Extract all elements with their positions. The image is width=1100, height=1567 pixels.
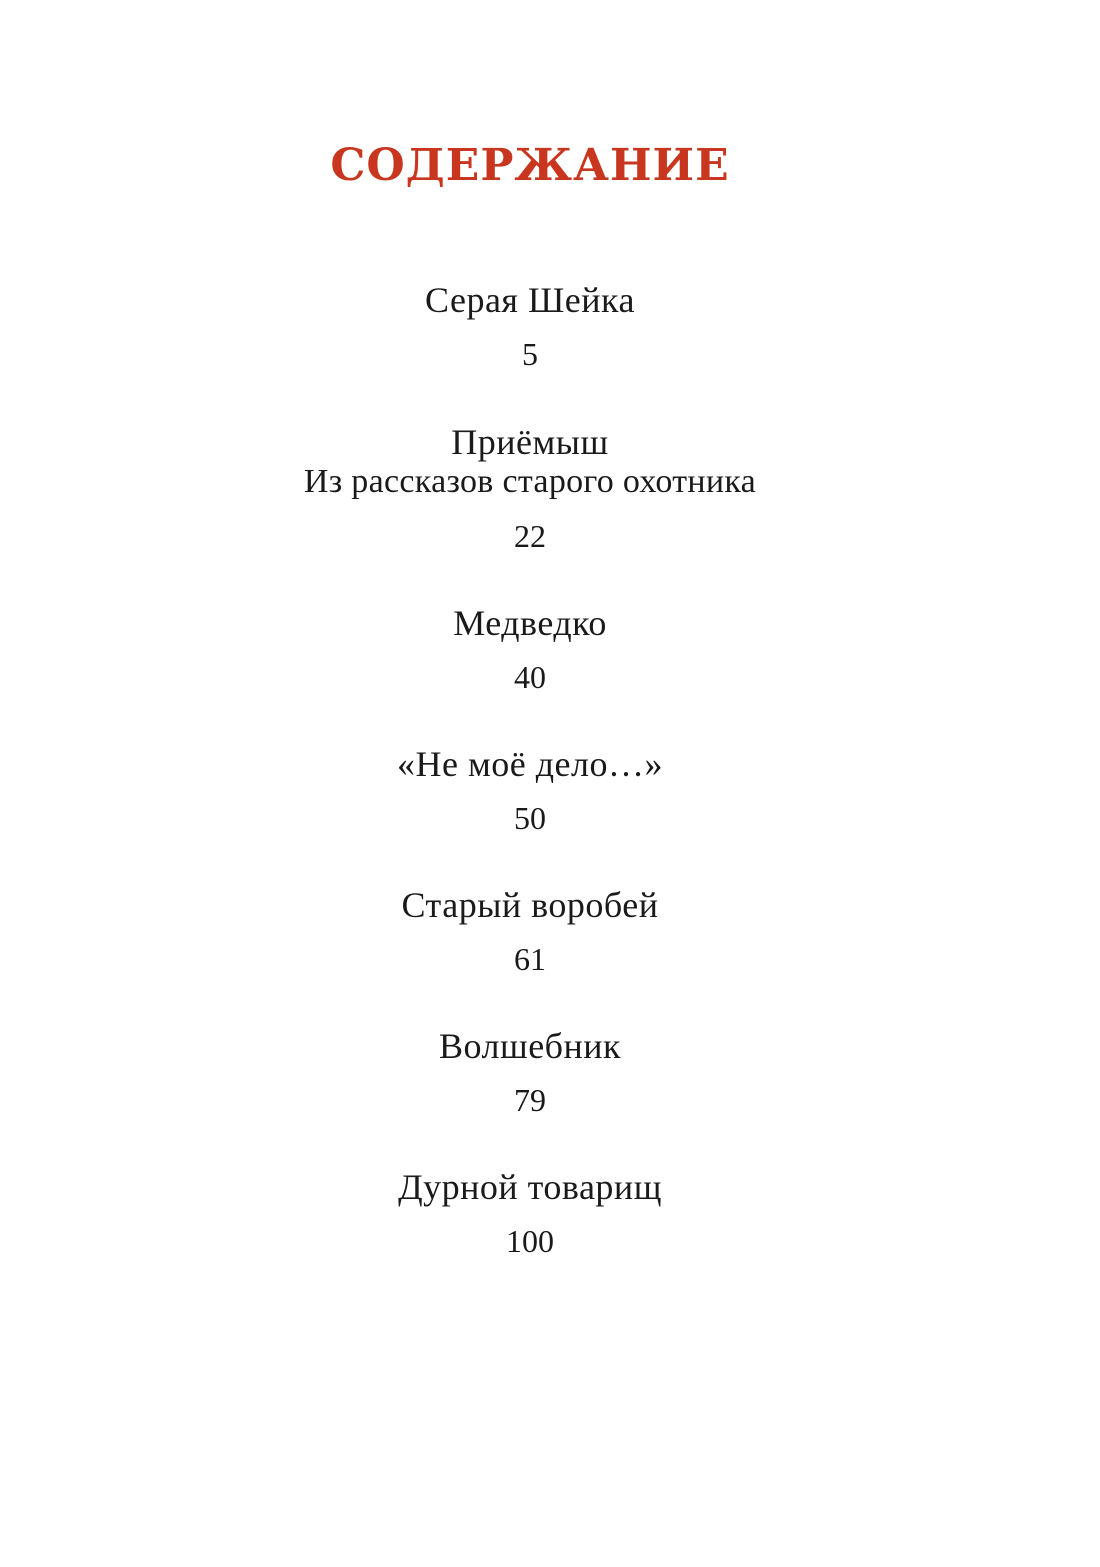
toc-entry-priyomysh[interactable]	[0, 422, 1060, 554]
toc-entry-title: Дурной товарищ	[398, 1167, 662, 1207]
page-title: СОДЕРЖАНИЕ	[330, 140, 730, 191]
toc-entry-title: Серая Шейка	[425, 280, 635, 320]
toc-entry-page-number: 50	[514, 800, 546, 836]
toc-entry-page-number: 79	[514, 1082, 546, 1118]
toc-entry-page-number: 61	[514, 941, 546, 977]
toc-entry-subtitle: Из рассказов старого охотника	[303, 463, 757, 500]
toc-entry-page-number: 40	[514, 659, 546, 695]
toc-entry-title: Медведко	[453, 603, 607, 643]
toc-entry-page-number: 5	[522, 336, 538, 372]
toc-entry-title: «Не моё дело…»	[397, 744, 663, 784]
toc-entry-staryy-vorobey[interactable]	[0, 885, 1060, 977]
toc-entry-volshebnik[interactable]	[0, 1026, 1060, 1118]
toc-entry-page-number: 100	[506, 1223, 554, 1259]
toc-entry-title: Старый воробей	[401, 885, 659, 925]
toc-entry-page-number: 22	[514, 518, 546, 554]
toc-entry-durnoy-tovarishch[interactable]	[0, 1167, 1060, 1259]
toc-entry-seraya-sheyka[interactable]	[0, 280, 1060, 372]
toc-entry-ne-moyo-delo[interactable]	[0, 744, 1060, 836]
toc-entry-title: Приёмыш	[451, 422, 609, 462]
toc-entry-medvedko[interactable]	[0, 603, 1060, 695]
toc-entry-title: Волшебник	[438, 1026, 622, 1066]
